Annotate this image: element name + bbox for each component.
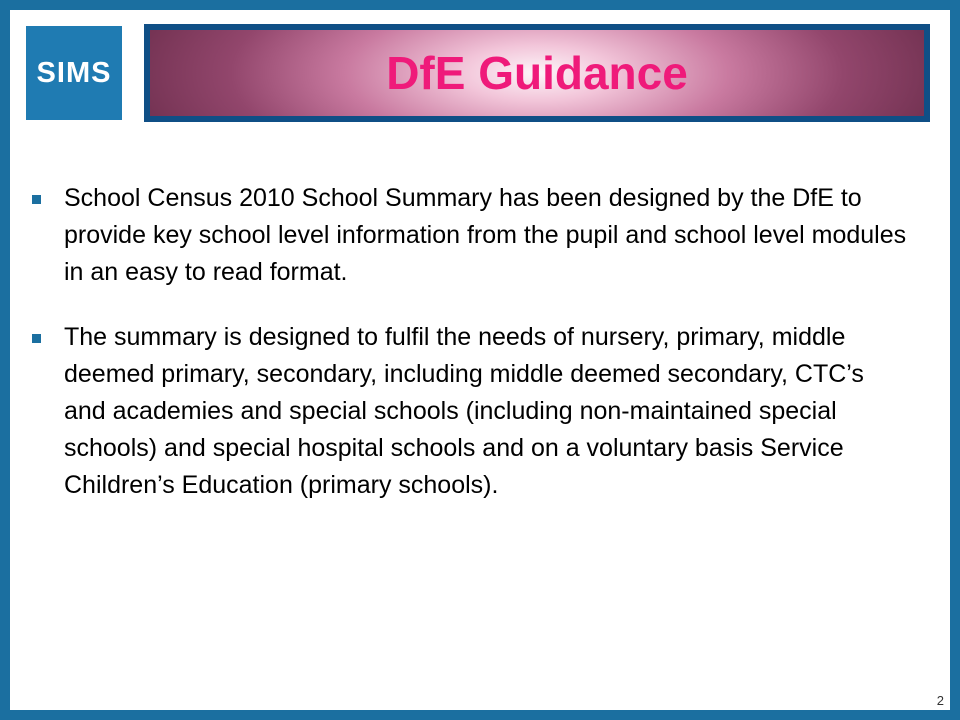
square-bullet-icon (32, 334, 41, 343)
bullet-text: School Census 2010 School Summary has been designed by the DfE to provide key school level information from the pupil and school level modules in an easy to read format. (64, 184, 907, 286)
logo-text: SIMS (36, 56, 112, 89)
bullet-list (32, 180, 912, 532)
bullet-text: The summary is designed to fulfil the needs of nursery, primary, middle deemed primary, secondary, including middle deemed secondary, CTC’s and academies and special schools (including non-maintained special schools) and special hospital schools and on a voluntary basis Service Children’s Education (primary schools). (64, 323, 864, 499)
bullet-item (32, 180, 912, 291)
page-number: 2 (936, 693, 944, 708)
square-bullet-icon (32, 195, 41, 204)
slide (10, 10, 950, 710)
title-banner (144, 24, 930, 122)
sims-logo (26, 26, 122, 120)
title-box (150, 30, 924, 116)
page-title: DfE Guidance (386, 47, 688, 99)
bullet-item (32, 319, 912, 504)
